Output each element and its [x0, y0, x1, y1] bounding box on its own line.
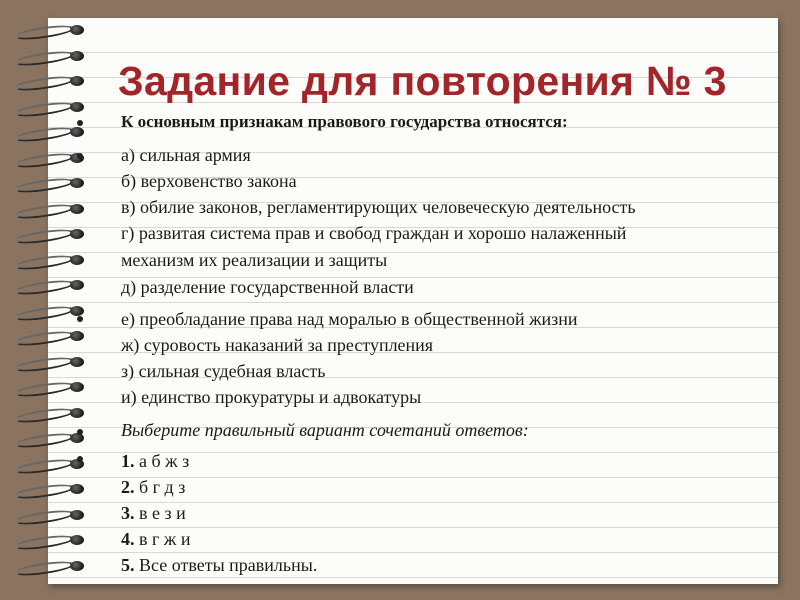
answer-prompt: Выберите правильный вариант сочетаний ответов:	[121, 420, 529, 440]
answer-2	[121, 477, 185, 497]
spiral-ring	[10, 560, 88, 574]
spiral-ring	[10, 483, 88, 497]
spiral-ring	[10, 407, 88, 421]
spiral-ring	[10, 381, 88, 395]
bullet-icon	[77, 316, 83, 322]
answer-number: 4.	[121, 529, 135, 549]
spiral-ring	[10, 24, 88, 38]
answer-text: б г д з	[134, 477, 186, 497]
bullet-icon	[77, 456, 83, 462]
answer-3	[121, 503, 186, 523]
option-i: и) единство прокуратуры и адвокатуры	[121, 387, 422, 407]
answer-number: 3.	[121, 503, 135, 523]
answer-5	[121, 555, 317, 575]
question-text: К основным признакам правового государства относятся:	[121, 112, 568, 131]
spiral-ring	[10, 279, 88, 293]
spiral-ring	[10, 509, 88, 523]
option-c: в) обилие законов, регламентирующих человеческую деятельность	[121, 197, 636, 217]
spiral-ring	[10, 101, 88, 115]
spiral-ring	[10, 432, 88, 446]
answer-text: в е з и	[134, 503, 186, 523]
spiral-ring	[10, 305, 88, 319]
option-b: б) верховенство закона	[121, 171, 297, 191]
answer-text: в г ж и	[134, 529, 191, 549]
spiral-ring	[10, 75, 88, 89]
option-f: е) преобладание права над моралью в общественной жизни	[121, 309, 578, 329]
answer-number: 5.	[121, 555, 135, 575]
spiral-ring	[10, 330, 88, 344]
spiral-ring	[10, 254, 88, 268]
answer-4	[121, 529, 190, 549]
option-e: д) разделение государственной власти	[121, 277, 414, 297]
option-d-continued: механизм их реализации и защиты	[121, 250, 388, 270]
spiral-ring	[10, 126, 88, 140]
answer-1	[121, 451, 189, 471]
spiral-ring	[10, 534, 88, 548]
option-h: з) сильная судебная власть	[121, 361, 326, 381]
spiral-ring	[10, 228, 88, 242]
page-title: Задание для повторения № 3	[118, 58, 727, 104]
answer-text: а б ж з	[134, 451, 190, 471]
answer-number: 1.	[121, 451, 135, 471]
spiral-ring	[10, 152, 88, 166]
spiral-ring	[10, 356, 88, 370]
spiral-ring	[10, 203, 88, 217]
answer-text: Все ответы правильны.	[134, 555, 318, 575]
spiral-ring	[10, 50, 88, 64]
bullet-icon	[77, 153, 83, 159]
option-d: г) развитая система прав и свобод граждан и хорошо налаженный	[121, 223, 627, 243]
spiral-binding-icon	[10, 24, 90, 584]
spiral-ring	[10, 177, 88, 191]
bullet-icon	[77, 120, 83, 126]
answer-number: 2.	[121, 477, 135, 497]
option-a: а) сильная армия	[121, 145, 251, 165]
option-g: ж) суровость наказаний за преступления	[121, 335, 434, 355]
bullet-icon	[77, 429, 83, 435]
